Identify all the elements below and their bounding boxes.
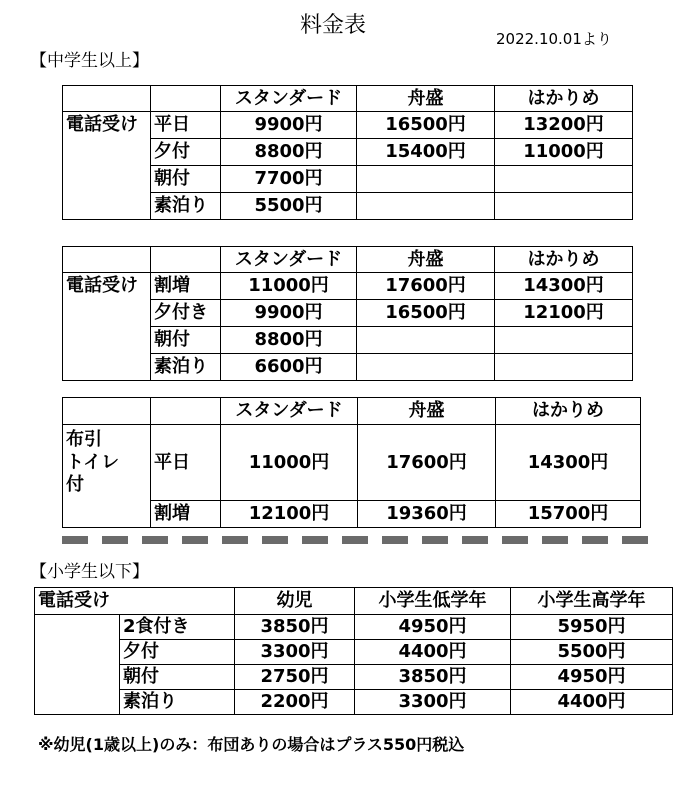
- price-cell: [495, 354, 633, 381]
- price-cell: 11000円: [221, 425, 358, 501]
- dash-segment: [102, 536, 128, 544]
- dash-segment: [582, 536, 608, 544]
- effective-date: 2022.10.01より: [496, 30, 612, 48]
- category-spacer: [63, 300, 151, 327]
- price-cell: 4400円: [511, 690, 673, 715]
- price-cell: 4950円: [355, 615, 511, 640]
- dash-segment: [622, 536, 648, 544]
- header-hakarime: はかりめ: [496, 398, 641, 425]
- category-line: 付: [66, 474, 84, 495]
- category-spacer: [63, 327, 151, 354]
- header-funamori: 舟盛: [358, 398, 496, 425]
- dash-segment: [542, 536, 568, 544]
- price-cell: 5500円: [511, 640, 673, 665]
- price-table-weekday: [62, 85, 633, 220]
- price-table-futon-toilet: [62, 397, 641, 528]
- price-cell: 13200円: [495, 112, 633, 139]
- price-cell: 19360円: [358, 501, 496, 528]
- price-cell: 8800円: [221, 327, 357, 354]
- row-label: 2食付き: [120, 615, 235, 640]
- price-cell: 7700円: [221, 166, 357, 193]
- price-cell: 8800円: [221, 139, 357, 166]
- row-label: 朝付: [151, 327, 221, 354]
- section-heading-elementary: 【小学生以下】: [30, 562, 149, 582]
- dashed-separator: [62, 536, 648, 544]
- header-empty: [63, 247, 151, 273]
- dash-segment: [342, 536, 368, 544]
- header-standard: スタンダード: [221, 86, 357, 112]
- price-cell: 9900円: [221, 112, 357, 139]
- price-table-children: [34, 587, 673, 715]
- price-cell: 16500円: [357, 300, 495, 327]
- price-cell: [357, 327, 495, 354]
- price-cell: 16500円: [357, 112, 495, 139]
- price-cell: [357, 166, 495, 193]
- header-lower-grade: 小学生低学年: [355, 588, 511, 615]
- price-cell: 11000円: [495, 139, 633, 166]
- category-spacer: [63, 193, 151, 220]
- category-spacer: [63, 501, 151, 528]
- price-cell: 4400円: [355, 640, 511, 665]
- price-cell: 2200円: [235, 690, 355, 715]
- row-label: 素泊り: [151, 193, 221, 220]
- category-spacer: [35, 640, 120, 665]
- row-label: 割増: [151, 501, 221, 528]
- price-table-surcharge: [62, 246, 633, 381]
- header-funamori: 舟盛: [357, 247, 495, 273]
- dash-segment: [222, 536, 248, 544]
- price-cell: [495, 327, 633, 354]
- row-label: 夕付: [120, 640, 235, 665]
- dash-segment: [182, 536, 208, 544]
- header-standard: スタンダード: [221, 398, 358, 425]
- price-cell: 15400円: [357, 139, 495, 166]
- price-cell: 5950円: [511, 615, 673, 640]
- category-label: 電話受け: [63, 112, 151, 139]
- price-cell: 2750円: [235, 665, 355, 690]
- category-spacer: [35, 665, 120, 690]
- price-cell: 15700円: [496, 501, 641, 528]
- category-spacer: [35, 690, 120, 715]
- row-label: 割増: [151, 273, 221, 300]
- row-label: 夕付き: [151, 300, 221, 327]
- row-label: 平日: [151, 112, 221, 139]
- dash-segment: [502, 536, 528, 544]
- category-line: 布引: [66, 429, 102, 450]
- dash-segment: [382, 536, 408, 544]
- price-cell: 17600円: [357, 273, 495, 300]
- category-spacer: [63, 139, 151, 166]
- category-label: 電話受け: [35, 588, 235, 615]
- row-label: 素泊り: [151, 354, 221, 381]
- row-label: 朝付: [151, 166, 221, 193]
- dash-segment: [462, 536, 488, 544]
- row-label: 素泊り: [120, 690, 235, 715]
- price-cell: 3300円: [235, 640, 355, 665]
- header-standard: スタンダード: [221, 247, 357, 273]
- row-label: 平日: [151, 425, 221, 501]
- price-cell: [357, 193, 495, 220]
- section-heading-junior-high: 【中学生以上】: [30, 51, 149, 71]
- dash-segment: [262, 536, 288, 544]
- dash-segment: [62, 536, 88, 544]
- category-spacer: [63, 166, 151, 193]
- header-hakarime: はかりめ: [495, 247, 633, 273]
- header-empty: [63, 86, 151, 112]
- price-cell: [495, 166, 633, 193]
- category-spacer: [63, 354, 151, 381]
- dash-segment: [302, 536, 328, 544]
- header-empty: [63, 398, 151, 425]
- price-cell: 5500円: [221, 193, 357, 220]
- price-cell: [357, 354, 495, 381]
- header-empty: [151, 398, 221, 425]
- category-label: [63, 425, 151, 501]
- price-cell: 3850円: [235, 615, 355, 640]
- header-empty: [151, 247, 221, 273]
- header-hakarime: はかりめ: [495, 86, 633, 112]
- footnote: ※幼児(1歳以上)のみ：布団ありの場合はプラス550円税込: [38, 735, 465, 754]
- row-label: 朝付: [120, 665, 235, 690]
- price-cell: 4950円: [511, 665, 673, 690]
- price-cell: 9900円: [221, 300, 357, 327]
- category-spacer: [35, 615, 120, 640]
- dash-segment: [142, 536, 168, 544]
- price-cell: 17600円: [358, 425, 496, 501]
- page-title: 料金表: [300, 13, 367, 38]
- category-label: 電話受け: [63, 273, 151, 300]
- price-cell: 3850円: [355, 665, 511, 690]
- price-cell: [495, 193, 633, 220]
- price-cell: 6600円: [221, 354, 357, 381]
- dash-segment: [422, 536, 448, 544]
- row-label: 夕付: [151, 139, 221, 166]
- price-cell: 3300円: [355, 690, 511, 715]
- price-cell: 12100円: [495, 300, 633, 327]
- category-line: トイレ: [66, 451, 120, 473]
- price-cell: 14300円: [496, 425, 641, 501]
- header-funamori: 舟盛: [357, 86, 495, 112]
- price-cell: 14300円: [495, 273, 633, 300]
- price-cell: 12100円: [221, 501, 358, 528]
- price-cell: 11000円: [221, 273, 357, 300]
- header-upper-grade: 小学生高学年: [511, 588, 673, 615]
- header-infant: 幼児: [235, 588, 355, 615]
- header-empty: [151, 86, 221, 112]
